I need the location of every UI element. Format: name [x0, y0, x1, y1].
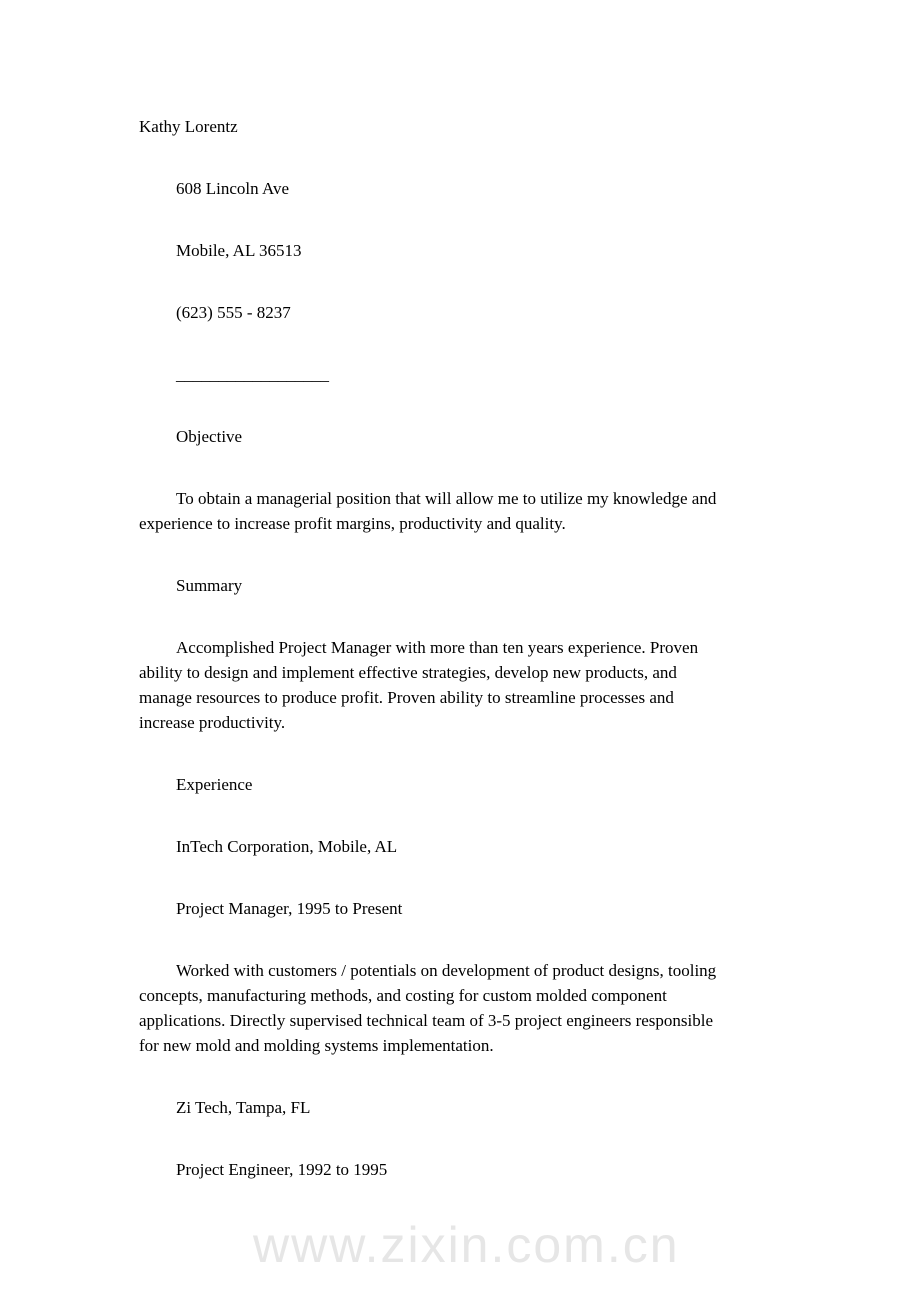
address-text: 608 Lincoln Ave — [176, 179, 289, 198]
job-company — [139, 1095, 779, 1120]
summary-line: ability to design and implement effective strategies, develop new products, and — [139, 663, 677, 682]
description-line: Worked with customers / potentials on development of product designs, tooling — [176, 961, 717, 980]
experience-heading — [139, 772, 779, 797]
description-line: concepts, manufacturing methods, and costing for custom molded component — [139, 986, 667, 1005]
description-line: applications. Directly supervised technical team of 3-5 project engineers responsible — [139, 1011, 714, 1030]
objective-line: To obtain a managerial position that will allow me to utilize my knowledge and — [176, 489, 717, 508]
title-text: Project Engineer, 1992 to 1995 — [176, 1160, 388, 1179]
watermark: www.zixin.com.cn — [253, 1217, 680, 1273]
job-description — [139, 958, 779, 1058]
experience-heading-text: Experience — [176, 775, 253, 794]
summary-text — [139, 635, 779, 735]
divider-rule — [139, 362, 779, 387]
phone-text: (623) 555 - 8237 — [176, 303, 291, 322]
objective-heading-text: Objective — [176, 427, 243, 446]
summary-line: increase productivity. — [139, 713, 286, 732]
title-text: Project Manager, 1995 to Present — [176, 899, 403, 918]
resume-document — [139, 114, 779, 1219]
company-text: InTech Corporation, Mobile, AL — [176, 837, 398, 856]
objective-heading — [139, 424, 779, 449]
objective-line: experience to increase profit margins, productivity and quality. — [139, 514, 566, 533]
city-state-zip — [139, 238, 779, 263]
summary-heading — [139, 573, 779, 598]
objective-text — [139, 486, 779, 536]
job-title — [139, 1157, 779, 1182]
rule-text: __________________ — [176, 365, 329, 384]
summary-heading-text: Summary — [176, 576, 243, 595]
description-line: for new mold and molding systems implementation. — [139, 1036, 494, 1055]
address — [139, 176, 779, 201]
candidate-name — [139, 114, 779, 139]
phone — [139, 300, 779, 325]
job-company — [139, 834, 779, 859]
name-text: Kathy Lorentz — [139, 117, 238, 136]
city-text: Mobile, AL 36513 — [176, 241, 302, 260]
company-text: Zi Tech, Tampa, FL — [176, 1098, 311, 1117]
summary-line: Accomplished Project Manager with more than ten years experience. Proven — [176, 638, 699, 657]
job-title — [139, 896, 779, 921]
summary-line: manage resources to produce profit. Proven ability to streamline processes and — [139, 688, 674, 707]
